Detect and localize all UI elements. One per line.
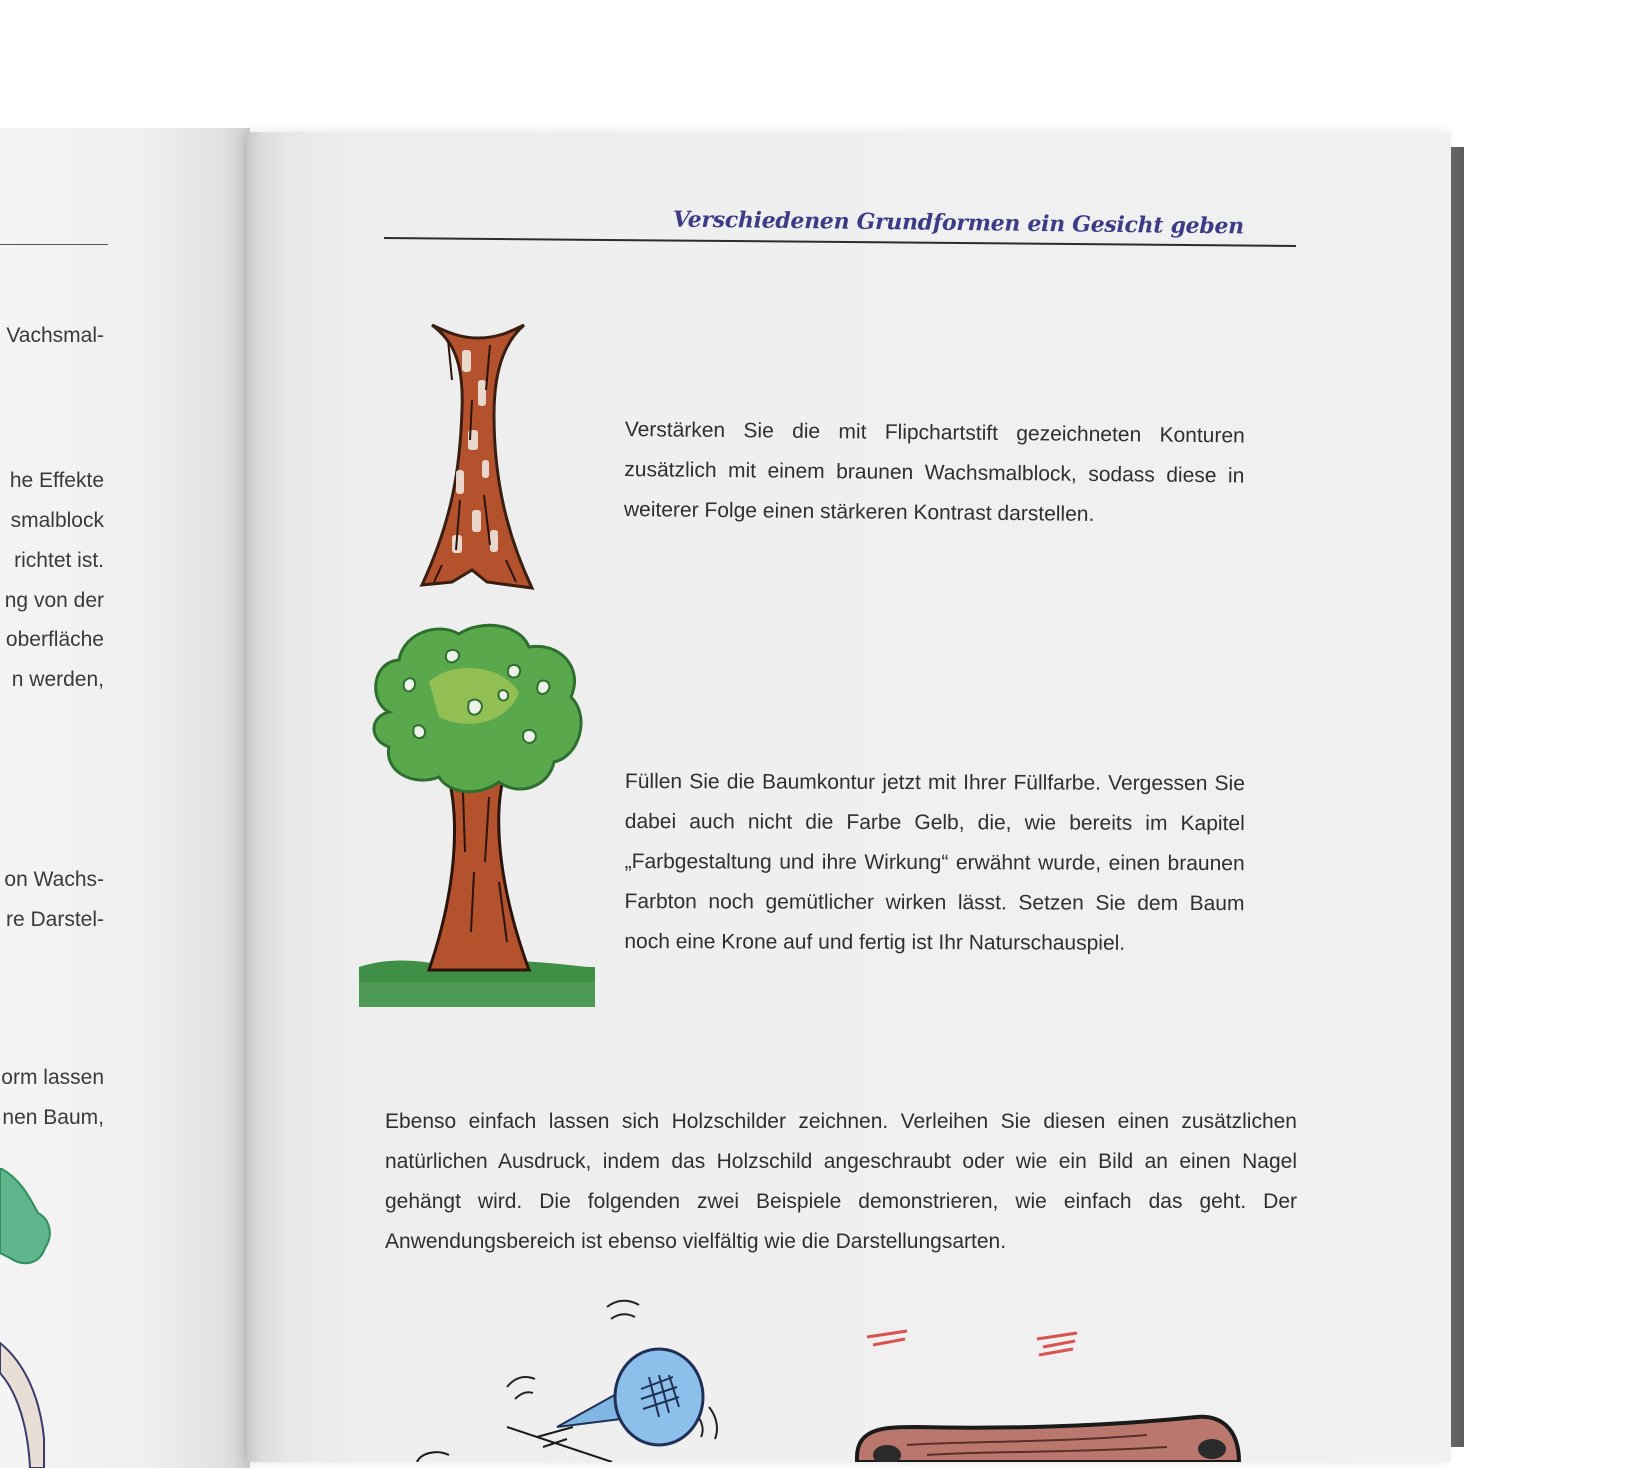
tree-illustration xyxy=(359,622,595,1007)
partial-illustration xyxy=(0,1168,120,1468)
left-header-rule xyxy=(0,244,108,245)
paragraph-trunk: Verstärken Sie die mit Flipchartstift gezeichneten Konturen zusätzlich mit einem braunen Wachsmalblock, sodass diese in weiterer Folge einen stärkeren Kontrast darstellen. xyxy=(623,417,1245,526)
running-head: Verschiedenen Grundformen ein Gesicht geben xyxy=(673,206,1245,240)
paragraph-wooden-signs: Ebenso einfach lassen sich Holzschilder zeichnen. Verleihen Sie diesen einen zusätzlichen natürlichen Ausdruck, indem das Holzschild angeschraubt oder wie ein Bild an einen Nagel gehängt wird. Die folgenden zwei Beispiele demonstrieren, wie einfach das geht. Der Anwendungsbereich ist ebenso vielfältig wie die Darstellungsarten. xyxy=(385,1110,1297,1253)
left-text-line: orm lassen xyxy=(1,1066,104,1089)
left-text-line: he Effekte xyxy=(9,469,104,492)
left-text-line: oberfläche xyxy=(5,628,104,651)
left-text-line: Vachsmal- xyxy=(6,324,104,347)
left-text-line: richtet ist. xyxy=(14,549,104,572)
left-text-line: n werden, xyxy=(11,668,104,691)
left-text-line: on Wachs- xyxy=(4,868,104,891)
left-text-line: nen Baum, xyxy=(2,1106,104,1129)
wooden-sign-illustration xyxy=(847,1317,1247,1462)
left-text-line: ng von der xyxy=(4,589,104,612)
tree-trunk-illustration xyxy=(412,320,542,600)
left-page xyxy=(0,128,250,1468)
left-text-line: smalblock xyxy=(10,509,104,532)
paragraph-tree: Füllen Sie die Baumkontur jetzt mit Ihrer Füllfarbe. Vergessen Sie dabei auch nicht die Farbe Gelb, die, wie bereits im Kapitel „Farbgestaltung und ihre Wirkung“ erwähnt wurde, einen braunen Farbton noch gemütlicher wirken lässt. Setzen Sie dem Baum noch eine Krone auf und fertig ist Ihr Naturschauspiel. xyxy=(624,769,1245,955)
header-rule xyxy=(384,237,1296,247)
left-text-line: re Darstel- xyxy=(5,908,104,931)
nail-illustration xyxy=(397,1277,737,1462)
right-page xyxy=(247,132,1451,1462)
